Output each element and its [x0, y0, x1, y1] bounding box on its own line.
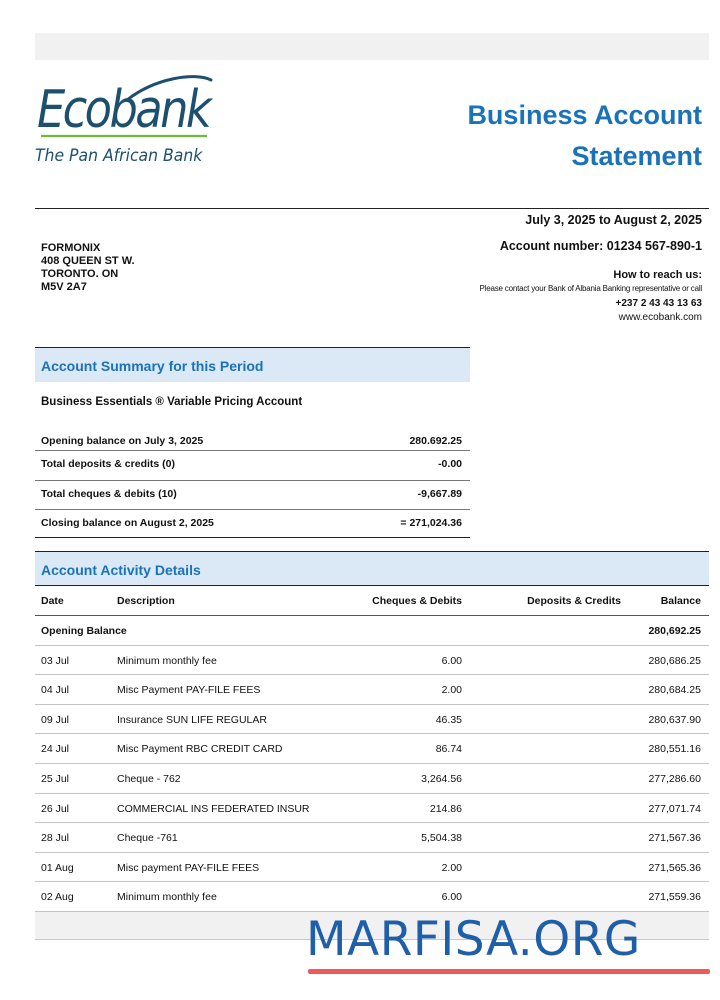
transaction-description: Cheque - 762 — [117, 772, 181, 785]
account-activity-table — [35, 586, 709, 912]
contact-phone: +237 2 43 43 13 63 — [615, 298, 702, 309]
header-divider — [35, 208, 709, 209]
statement-title — [402, 95, 702, 177]
summary-row — [35, 450, 470, 480]
summary-label: Opening balance on July 3, 2025 — [41, 435, 204, 447]
opening-balance-label: Opening Balance — [41, 625, 127, 637]
mailing-address — [41, 242, 135, 294]
address-line: M5V 2A7 — [41, 281, 87, 293]
transaction-debit: 2.00 — [441, 861, 462, 874]
transaction-date: 28 Jul — [41, 832, 70, 845]
account-activity-heading — [35, 551, 709, 586]
account-summary-table — [35, 430, 470, 538]
table-row — [35, 882, 709, 912]
summary-label: Closing balance on August 2, 2025 — [41, 517, 214, 529]
transaction-date: 02 Aug — [41, 891, 74, 904]
opening-balance-value: 280,692.25 — [648, 625, 701, 637]
summary-row — [35, 430, 470, 450]
table-row — [35, 823, 709, 853]
column-header-date: Date — [41, 595, 64, 607]
transaction-balance: 280,551.16 — [648, 743, 701, 756]
table-row — [35, 734, 709, 764]
summary-value: -0.00 — [438, 458, 462, 470]
table-row — [35, 675, 709, 705]
contact-heading: How to reach us: — [613, 269, 702, 281]
account-activity-heading-text: Account Activity Details — [41, 562, 201, 578]
transaction-debit: 214.86 — [429, 802, 462, 815]
top-band — [35, 33, 709, 60]
address-line: TORONTO. ON — [41, 268, 119, 280]
column-header-debits: Cheques & Debits — [372, 595, 462, 607]
transaction-balance: 271,567.36 — [648, 832, 701, 845]
account-number: Account number: 01234 567-890-1 — [499, 239, 702, 253]
table-row — [35, 853, 709, 883]
watermark-text: MARFISA.ORG — [306, 912, 641, 967]
transaction-balance: 277,286.60 — [648, 772, 701, 785]
transaction-description: Minimum monthly fee — [117, 891, 217, 904]
statement-title-line1: Business Account — [467, 100, 702, 130]
activity-rows — [35, 646, 709, 912]
ecobank-logo — [35, 70, 235, 170]
account-product-name: Business Essentials ® Variable Pricing Account — [41, 396, 303, 408]
transaction-debit: 2.00 — [441, 684, 462, 697]
transaction-debit: 46.35 — [435, 713, 462, 726]
logo-tagline: The Pan African Bank — [35, 146, 203, 166]
address-line: FORMONIX — [41, 242, 101, 254]
activity-header-row — [35, 586, 709, 616]
column-header-credits: Deposits & Credits — [527, 595, 621, 607]
transaction-balance: 280,686.25 — [648, 654, 701, 667]
transaction-debit: 5,504.38 — [421, 832, 462, 845]
transaction-balance: 280,637.90 — [648, 713, 701, 726]
transaction-description: Minimum monthly fee — [117, 654, 217, 667]
transaction-balance: 271,565.36 — [648, 861, 701, 874]
transaction-description: COMMERCIAL INS FEDERATED INSUR — [117, 802, 310, 815]
contact-website: www.ecobank.com — [618, 312, 702, 323]
transaction-debit: 6.00 — [441, 654, 462, 667]
transaction-balance: 271,559.36 — [648, 891, 701, 904]
summary-label: Total deposits & credits (0) — [41, 458, 175, 470]
transaction-debit: 3,264.56 — [421, 772, 462, 785]
account-summary-heading — [35, 347, 470, 382]
transaction-description: Misc Payment PAY-FILE FEES — [117, 684, 261, 697]
transaction-date: 04 Jul — [41, 684, 70, 697]
transaction-debit: 86.74 — [435, 743, 462, 756]
statement-period: July 3, 2025 to August 2, 2025 — [525, 213, 702, 227]
column-header-balance: Balance — [660, 595, 701, 607]
transaction-balance: 277,071.74 — [648, 802, 701, 815]
summary-row — [35, 480, 470, 509]
transaction-date: 26 Jul — [41, 802, 70, 815]
summary-label: Total cheques & debits (10) — [41, 488, 177, 500]
logo-wordmark: Ecobank — [37, 80, 210, 140]
transaction-description: Insurance SUN LIFE REGULAR — [117, 713, 267, 726]
transaction-date: 09 Jul — [41, 713, 70, 726]
transaction-description: Cheque -761 — [117, 832, 178, 845]
statement-title-line2: Statement — [571, 141, 702, 171]
table-row — [35, 705, 709, 735]
table-row — [35, 646, 709, 676]
account-summary-heading-text: Account Summary for this Period — [41, 358, 264, 374]
summary-value: 280.692.25 — [409, 435, 462, 447]
summary-value: -9,667.89 — [417, 488, 462, 500]
transaction-date: 25 Jul — [41, 772, 70, 785]
watermark — [306, 912, 710, 974]
summary-value: = 271,024.36 — [400, 517, 462, 529]
contact-text: Please contact your Bank of Albania Banking representative or call — [479, 284, 702, 293]
transaction-date: 01 Aug — [41, 861, 74, 874]
transaction-description: Misc Payment RBC CREDIT CARD — [117, 743, 283, 756]
transaction-date: 24 Jul — [41, 743, 70, 756]
transaction-balance: 280,684.25 — [648, 684, 701, 697]
table-row — [35, 764, 709, 794]
opening-balance-row — [35, 616, 709, 646]
column-header-description: Description — [117, 595, 175, 607]
transaction-debit: 6.00 — [441, 891, 462, 904]
address-line: 408 QUEEN ST W. — [41, 255, 135, 267]
summary-row — [35, 509, 470, 538]
transaction-date: 03 Jul — [41, 654, 70, 667]
table-row — [35, 794, 709, 824]
watermark-underline — [308, 969, 710, 974]
transaction-description: Misc payment PAY-FILE FEES — [117, 861, 260, 874]
